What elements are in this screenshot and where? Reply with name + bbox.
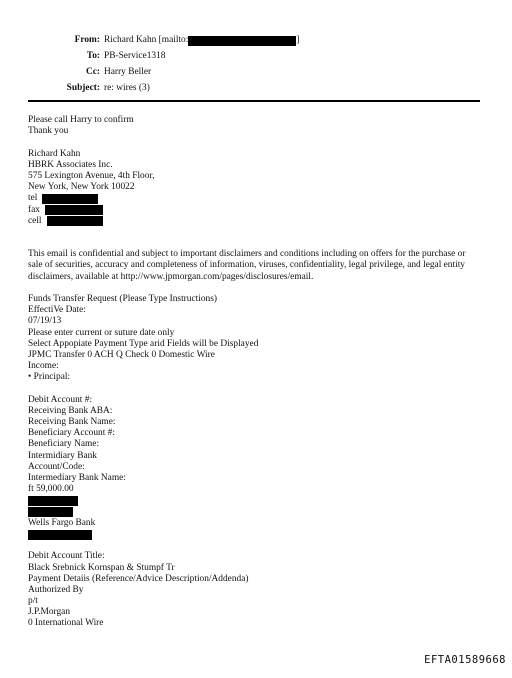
cc-row xyxy=(0,65,512,81)
redaction-bar xyxy=(28,496,78,506)
cell-label: cell xyxy=(28,215,42,226)
signature-name: Richard Kahn xyxy=(28,148,81,159)
from-row xyxy=(0,33,512,49)
document-id: EFTA01589668 xyxy=(424,653,506,666)
disclaimer-text: This email is confidential and subject to important disclaimers and conditions including on offers for the purchase or sale of securities, accuracy and completeness of information, viruses, confidentiality, legal privilege, and legal entity disclaimers, available at http://www.jpmorgan.com/pages/disclosures/email. xyxy=(28,249,466,282)
form-line: Intermidiary Bank xyxy=(28,450,97,461)
greeting-line: Please call Harry to confirm xyxy=(28,115,134,125)
form-line: 07/19/13 xyxy=(28,316,62,327)
form-line: p/t xyxy=(28,596,38,607)
subject-row xyxy=(0,81,512,97)
form-line: Please enter current or suture date only xyxy=(28,327,175,338)
to-row xyxy=(0,49,512,65)
tel-label: tel xyxy=(28,193,38,204)
form-line: Beneficiary Name: xyxy=(28,439,100,450)
from-value xyxy=(104,35,299,46)
subject-label: Subject: xyxy=(66,83,100,94)
header-divider xyxy=(28,100,480,102)
email-header xyxy=(0,33,512,97)
signature-fax xyxy=(28,205,488,216)
to-label: To: xyxy=(86,51,100,62)
form-line: Income: xyxy=(28,361,59,372)
signature-cell xyxy=(28,216,488,227)
cc-label: Cc: xyxy=(85,67,100,78)
bank-name: Wells Fargo Bank xyxy=(28,517,96,528)
redaction-bar xyxy=(28,507,73,517)
signature-address: New York, New York 10022 xyxy=(28,182,135,193)
form-line: J.P.Morgan xyxy=(28,607,71,618)
form-line: Debit Account Title: xyxy=(28,551,105,562)
form-line: Receiving Bank ABA: xyxy=(28,405,113,416)
greeting-line: Thank you xyxy=(28,126,69,137)
form-line: Account/Code: xyxy=(28,461,85,472)
from-close: ] xyxy=(296,35,300,46)
redaction-bar xyxy=(28,530,92,540)
form-line: JPMC Transfer 0 ACH Q Check 0 Domestic Wire xyxy=(28,349,215,360)
form-line: • Principal: xyxy=(28,372,71,383)
form-line: EffectiVe Date: xyxy=(28,305,86,316)
fax-label: fax xyxy=(28,204,40,215)
signature-company: HBRK Associates Inc. xyxy=(28,159,113,170)
signature-tel xyxy=(28,193,488,204)
redaction-bar xyxy=(47,216,103,226)
from-text: Richard Kahn [mailto: xyxy=(104,35,189,46)
signature-address: 575 Lexington Avenue, 4th Floor, xyxy=(28,170,155,181)
form-amount: ft 59,000.00 xyxy=(28,484,74,495)
form-line: Beneficiary Account #: xyxy=(28,428,115,439)
form-line: 0 International Wire xyxy=(28,618,104,629)
cc-value: Harry Beller xyxy=(104,67,152,78)
email-body xyxy=(28,115,488,630)
form-line: Select Appopiate Payment Type arid Fields will be Displayed xyxy=(28,338,259,349)
redaction-bar xyxy=(45,205,103,215)
form-line: Funds Transfer Request (Please Type Instructions) xyxy=(28,294,217,305)
form-line: Payment Detaiis (Reference/Advice Description/Addenda) xyxy=(28,573,249,584)
form-line: Intermediary Bank Name: xyxy=(28,473,126,484)
form-line: Authorized By xyxy=(28,584,84,595)
subject-value: re: wires (3) xyxy=(104,83,150,94)
form-line: Black Srebnick Kornspan & Stumpf Tr xyxy=(28,562,175,573)
to-value: PB-Service1318 xyxy=(104,51,166,62)
from-label: From: xyxy=(74,35,100,46)
redaction-bar xyxy=(42,194,98,204)
form-line: Debit Account #: xyxy=(28,394,93,405)
redaction-bar xyxy=(188,36,296,46)
form-line: Receiving Bank Name: xyxy=(28,417,116,428)
